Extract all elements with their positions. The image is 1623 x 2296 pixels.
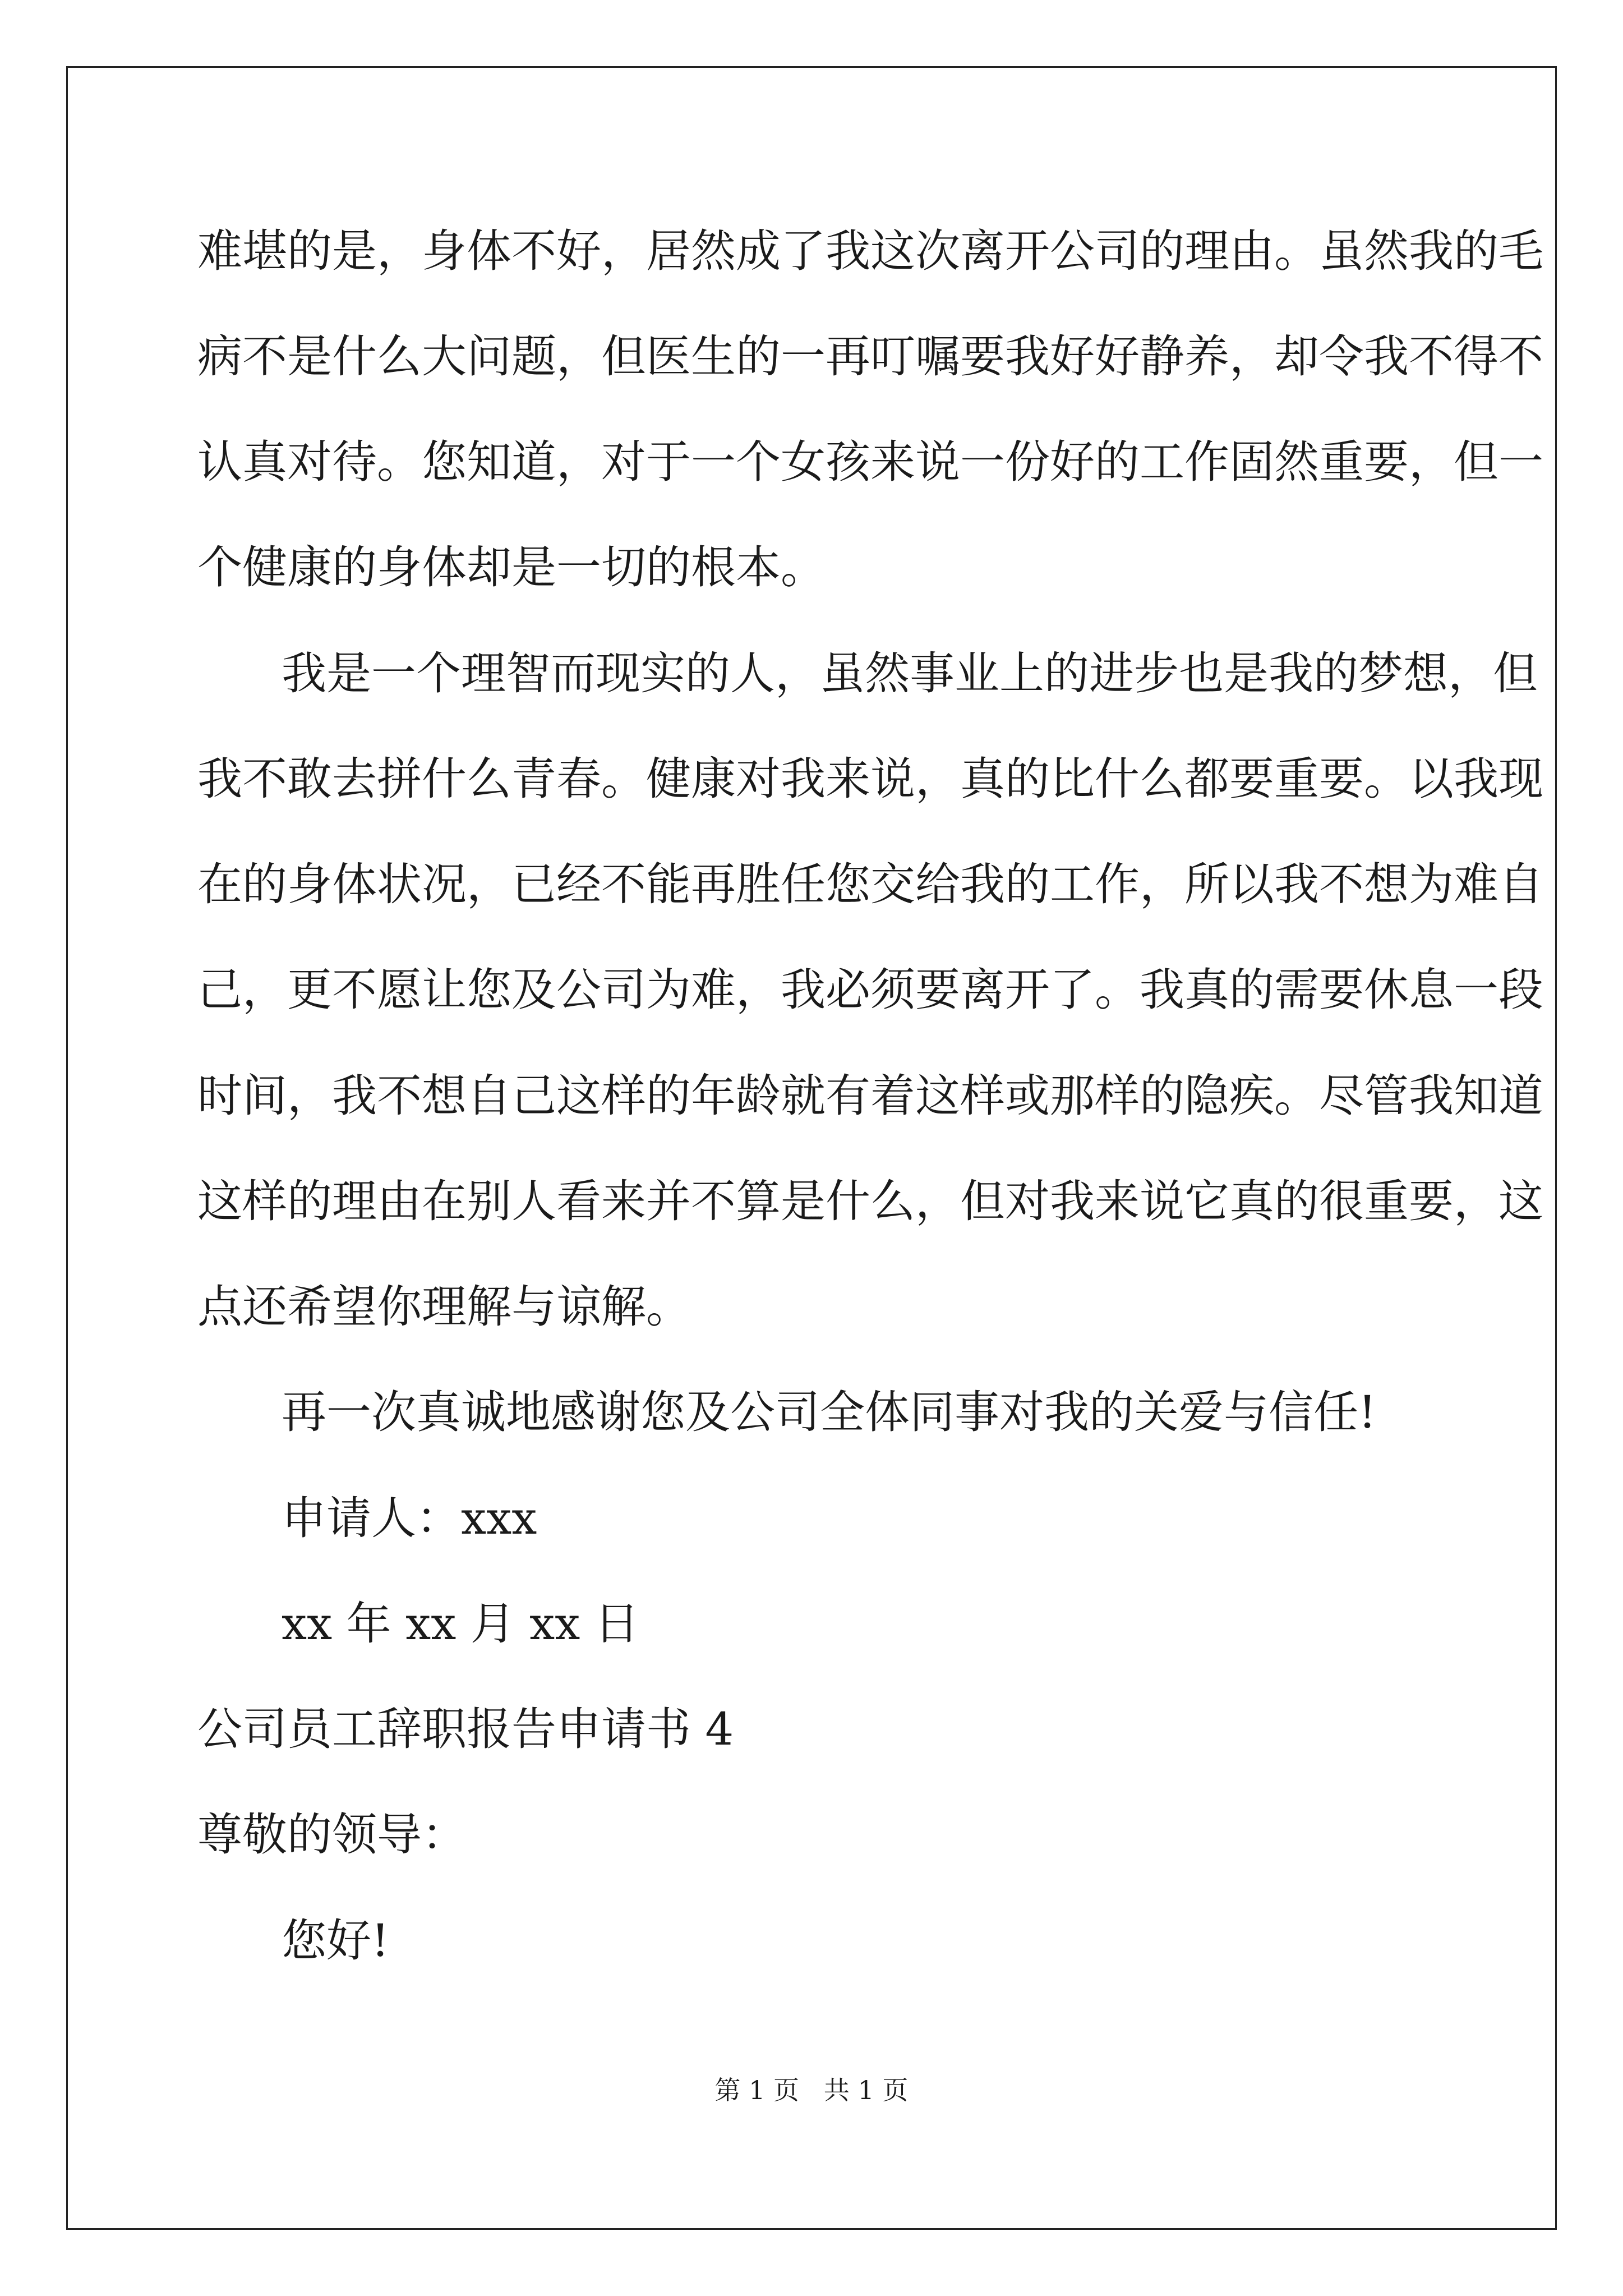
paragraph-1-line-2: 病不是什么大问题，但医生的一再叮嘱要我好好静养，却令我不得不 [197,330,1543,383]
paragraph-2-line-2: 我不敢去拼什么青春。健康对我来说，真的比什么都要重要。以我现 [197,753,1543,805]
greeting-line: 您好! [282,1915,390,1967]
paragraph-2-line-5: 时间，我不想自己这样的年龄就有着这样或那样的隐疾。尽管我知道 [197,1070,1543,1122]
page-border [66,66,1557,2230]
applicant-line: 申请人：xxx [282,1492,537,1544]
page-footer: 第 1 页 共 1 页 [714,2075,909,2105]
paragraph-1-line-1: 难堪的是，身体不好，居然成了我这次离开公司的理由。虽然我的毛 [197,225,1543,277]
next-letter-title: 公司员工辞职报告申请书 4 [197,1703,734,1755]
salutation-line: 尊敬的领导： [197,1809,467,1861]
paragraph-2-line-3: 在的身体状况，已经不能再胜任您交给我的工作，所以我不想为难自 [197,858,1543,910]
date-line: xx 年 xx 月 xx 日 [282,1598,639,1650]
paragraph-2-line-7: 点还希望你理解与谅解。 [197,1281,691,1333]
thanks-line: 再一次真诚地感谢您及公司全体同事对我的关爱与信任! [282,1386,1377,1438]
paragraph-2-line-6: 这样的理由在别人看来并不算是什么，但对我来说它真的很重要，这 [197,1175,1543,1227]
paragraph-1-line-3: 认真对待。您知道，对于一个女孩来说一份好的工作固然重要，但一 [197,436,1543,488]
paragraph-2-line-1: 我是一个理智而现实的人，虽然事业上的进步也是我的梦想，但 [282,647,1538,700]
paragraph-2-line-4: 己，更不愿让您及公司为难，我必须要离开了。我真的需要休息一段 [197,964,1543,1016]
paragraph-1-line-4: 个健康的身体却是一切的根本。 [197,541,826,593]
